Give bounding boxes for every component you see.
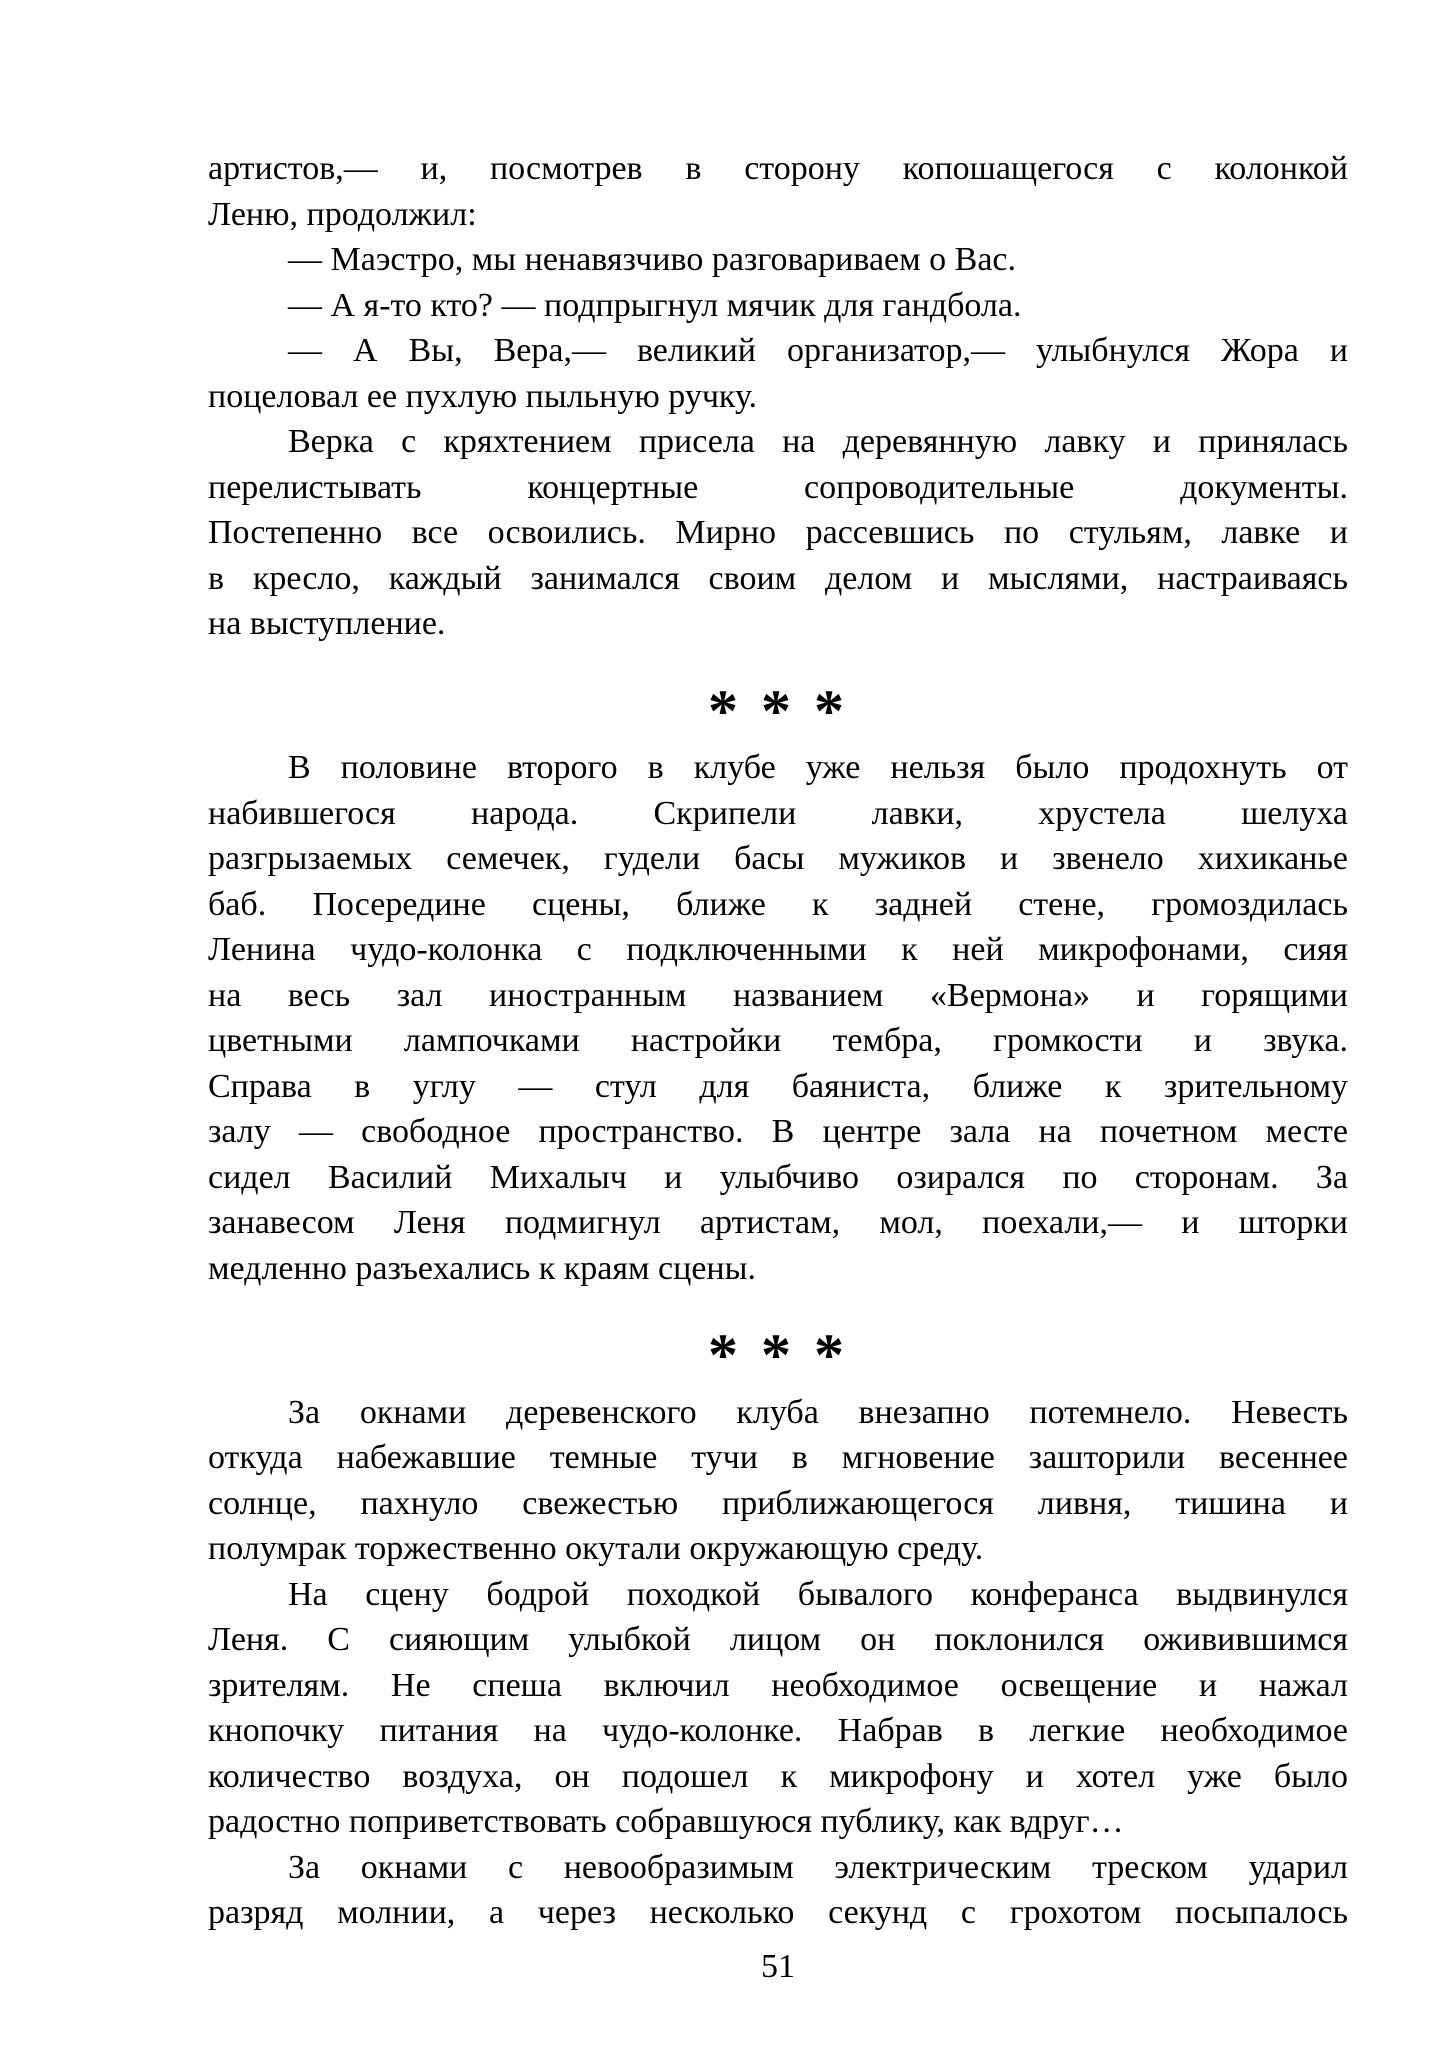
page-number: 51 xyxy=(761,1947,795,1985)
paragraph xyxy=(208,1572,1348,1845)
text-column xyxy=(208,146,1348,1989)
text-line: Ленина чудо-колонка с подключенными к ней микрофонами, сияя xyxy=(208,931,1348,968)
text-line: Леню, продолжил: xyxy=(208,195,477,233)
section-separator: * * * xyxy=(708,677,848,744)
text-line: залу — свободное пространство. В центре зала на почетном месте xyxy=(208,1113,1348,1150)
paragraph xyxy=(208,419,1348,647)
text-line: артистов,— и, посмотрев в сторону копошащегося с колонкой xyxy=(208,150,1348,187)
text-line: цветными лампочками настройки тембра, громкости и звука. xyxy=(208,1022,1348,1059)
text-line: набившегося народа. Скрипели лавки, хрустела шелуха xyxy=(208,794,1348,832)
paragraph xyxy=(208,328,1348,419)
text-line: Постепенно все освоились. Мирно рассевшись по стульям, лавке и xyxy=(208,514,1348,551)
text-line: медленно разъехались к краям сцены. xyxy=(208,1249,756,1287)
paragraph xyxy=(208,146,1348,237)
paragraph xyxy=(208,1390,1348,1572)
section-separator: * * * xyxy=(708,1322,848,1388)
text-line: поцеловал ее пухлую пыльную ручку. xyxy=(208,377,758,415)
text-line: в кресло, каждый занимался своим делом и мыслями, настраиваясь xyxy=(208,559,1348,597)
text-line: — А я-то кто? — подпрыгнул мячик для гандбола. xyxy=(288,286,1022,324)
text-line: За окнами деревенского клуба внезапно потемнело. Невесть xyxy=(288,1393,1348,1431)
text-line: Справа в углу — стул для баяниста, ближе к зрительному xyxy=(208,1067,1348,1105)
text-line: на выступление. xyxy=(208,605,446,642)
text-line: занавесом Леня подмигнул артистам, мол, поехали,— и шторки xyxy=(208,1204,1348,1241)
paragraph xyxy=(208,745,1348,1291)
text-line: солнце, пахнуло свежестью приближающегося ливня, тишина и xyxy=(208,1484,1348,1522)
text-line: За окнами с невообразимым электрическим треском ударил xyxy=(288,1848,1348,1886)
text-line: Верка с кряхтением присела на деревянную лавку и принялась xyxy=(288,423,1348,460)
text-line: зрителям. Не спеша включил необходимое освещение и нажал xyxy=(208,1666,1348,1704)
text-line: Леня. С сияющим улыбкой лицом он поклонился оживившимся xyxy=(208,1621,1348,1658)
text-line: радостно поприветствовать собравшуюся публику, как вдруг… xyxy=(208,1803,1124,1840)
text-line: В половине второго в клубе уже нельзя было продохнуть от xyxy=(288,749,1348,786)
text-line: разряд молнии, а через несколько секунд с грохотом посыпалось xyxy=(208,1894,1348,1931)
text-line: полумрак торжественно окутали окружающую среду. xyxy=(208,1530,984,1567)
text-line: — Маэстро, мы ненавязчиво разговариваем о Вас. xyxy=(288,241,1016,278)
text-line: — А Вы, Вера,— великий организатор,— улыбнулся Жора и xyxy=(288,332,1348,369)
text-line: баб. Посередине сцены, ближе к задней стене, громоздилась xyxy=(208,885,1348,923)
text-line: откуда набежавшие темные тучи в мгновение зашторили весеннее xyxy=(208,1439,1348,1476)
text-line: разгрызаемых семечек, гудели басы мужиков и звенело хихиканье xyxy=(208,840,1348,877)
text-line: кнопочку питания на чудо-колонке. Набрав в легкие необходимое xyxy=(208,1712,1348,1749)
paragraph xyxy=(208,237,1348,283)
text-line: На сцену бодрой походкой бывалого конферанса выдвинулся xyxy=(288,1575,1348,1613)
text-line: сидел Василий Михалыч и улыбчиво озирался по сторонам. За xyxy=(208,1158,1348,1196)
text-line: перелистывать концертные сопроводительные документы. xyxy=(208,468,1348,506)
text-line: на весь зал иностранным названием «Вермона» и горящими xyxy=(208,976,1348,1014)
text-line: количество воздуха, он подошел к микрофону и хотел уже было xyxy=(208,1757,1348,1795)
paragraph xyxy=(208,283,1348,329)
paragraph xyxy=(208,1845,1348,1936)
